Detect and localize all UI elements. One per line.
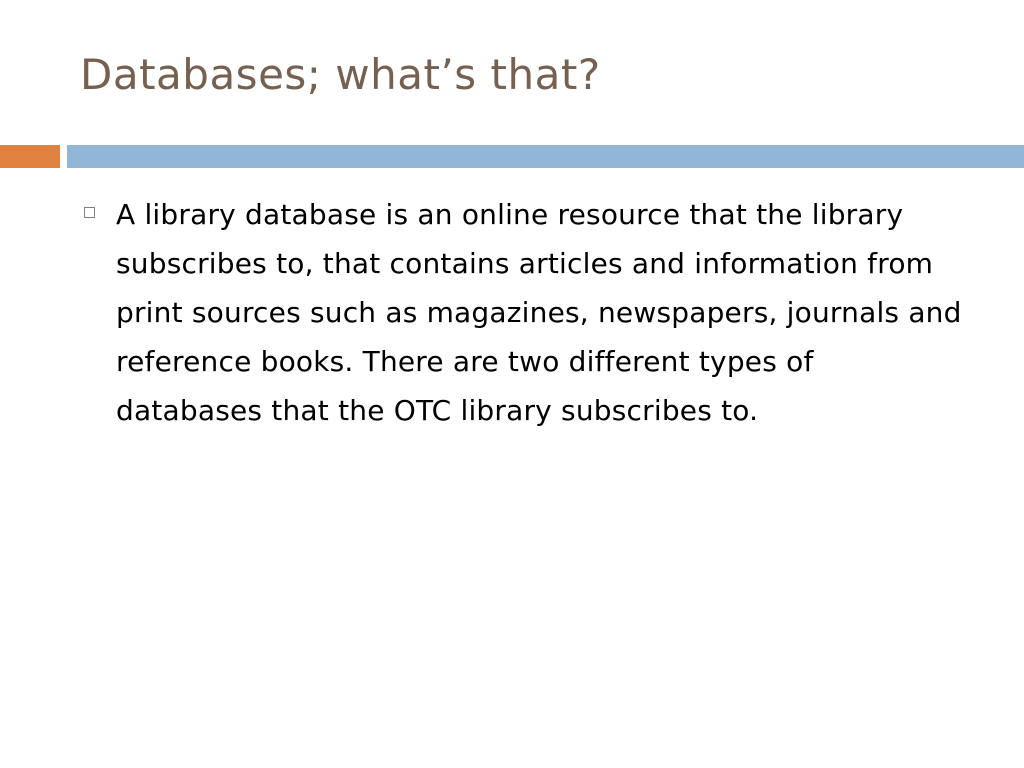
- title-accent-bar-blue: [67, 145, 1024, 168]
- title-accent-bar-orange: [0, 145, 60, 168]
- bullet-text: A library database is an online resource that the library subscribes to, that contains articles and information from print sources such as magazines, newspapers, journals and reference books. There are two different types of databases that the OTC library subscribes to.: [116, 198, 962, 427]
- hollow-square-bullet-icon: [84, 207, 95, 218]
- bullet-item: [84, 190, 964, 435]
- slide-content: [84, 190, 964, 435]
- slide-title: Databases; what’s that?: [80, 50, 601, 99]
